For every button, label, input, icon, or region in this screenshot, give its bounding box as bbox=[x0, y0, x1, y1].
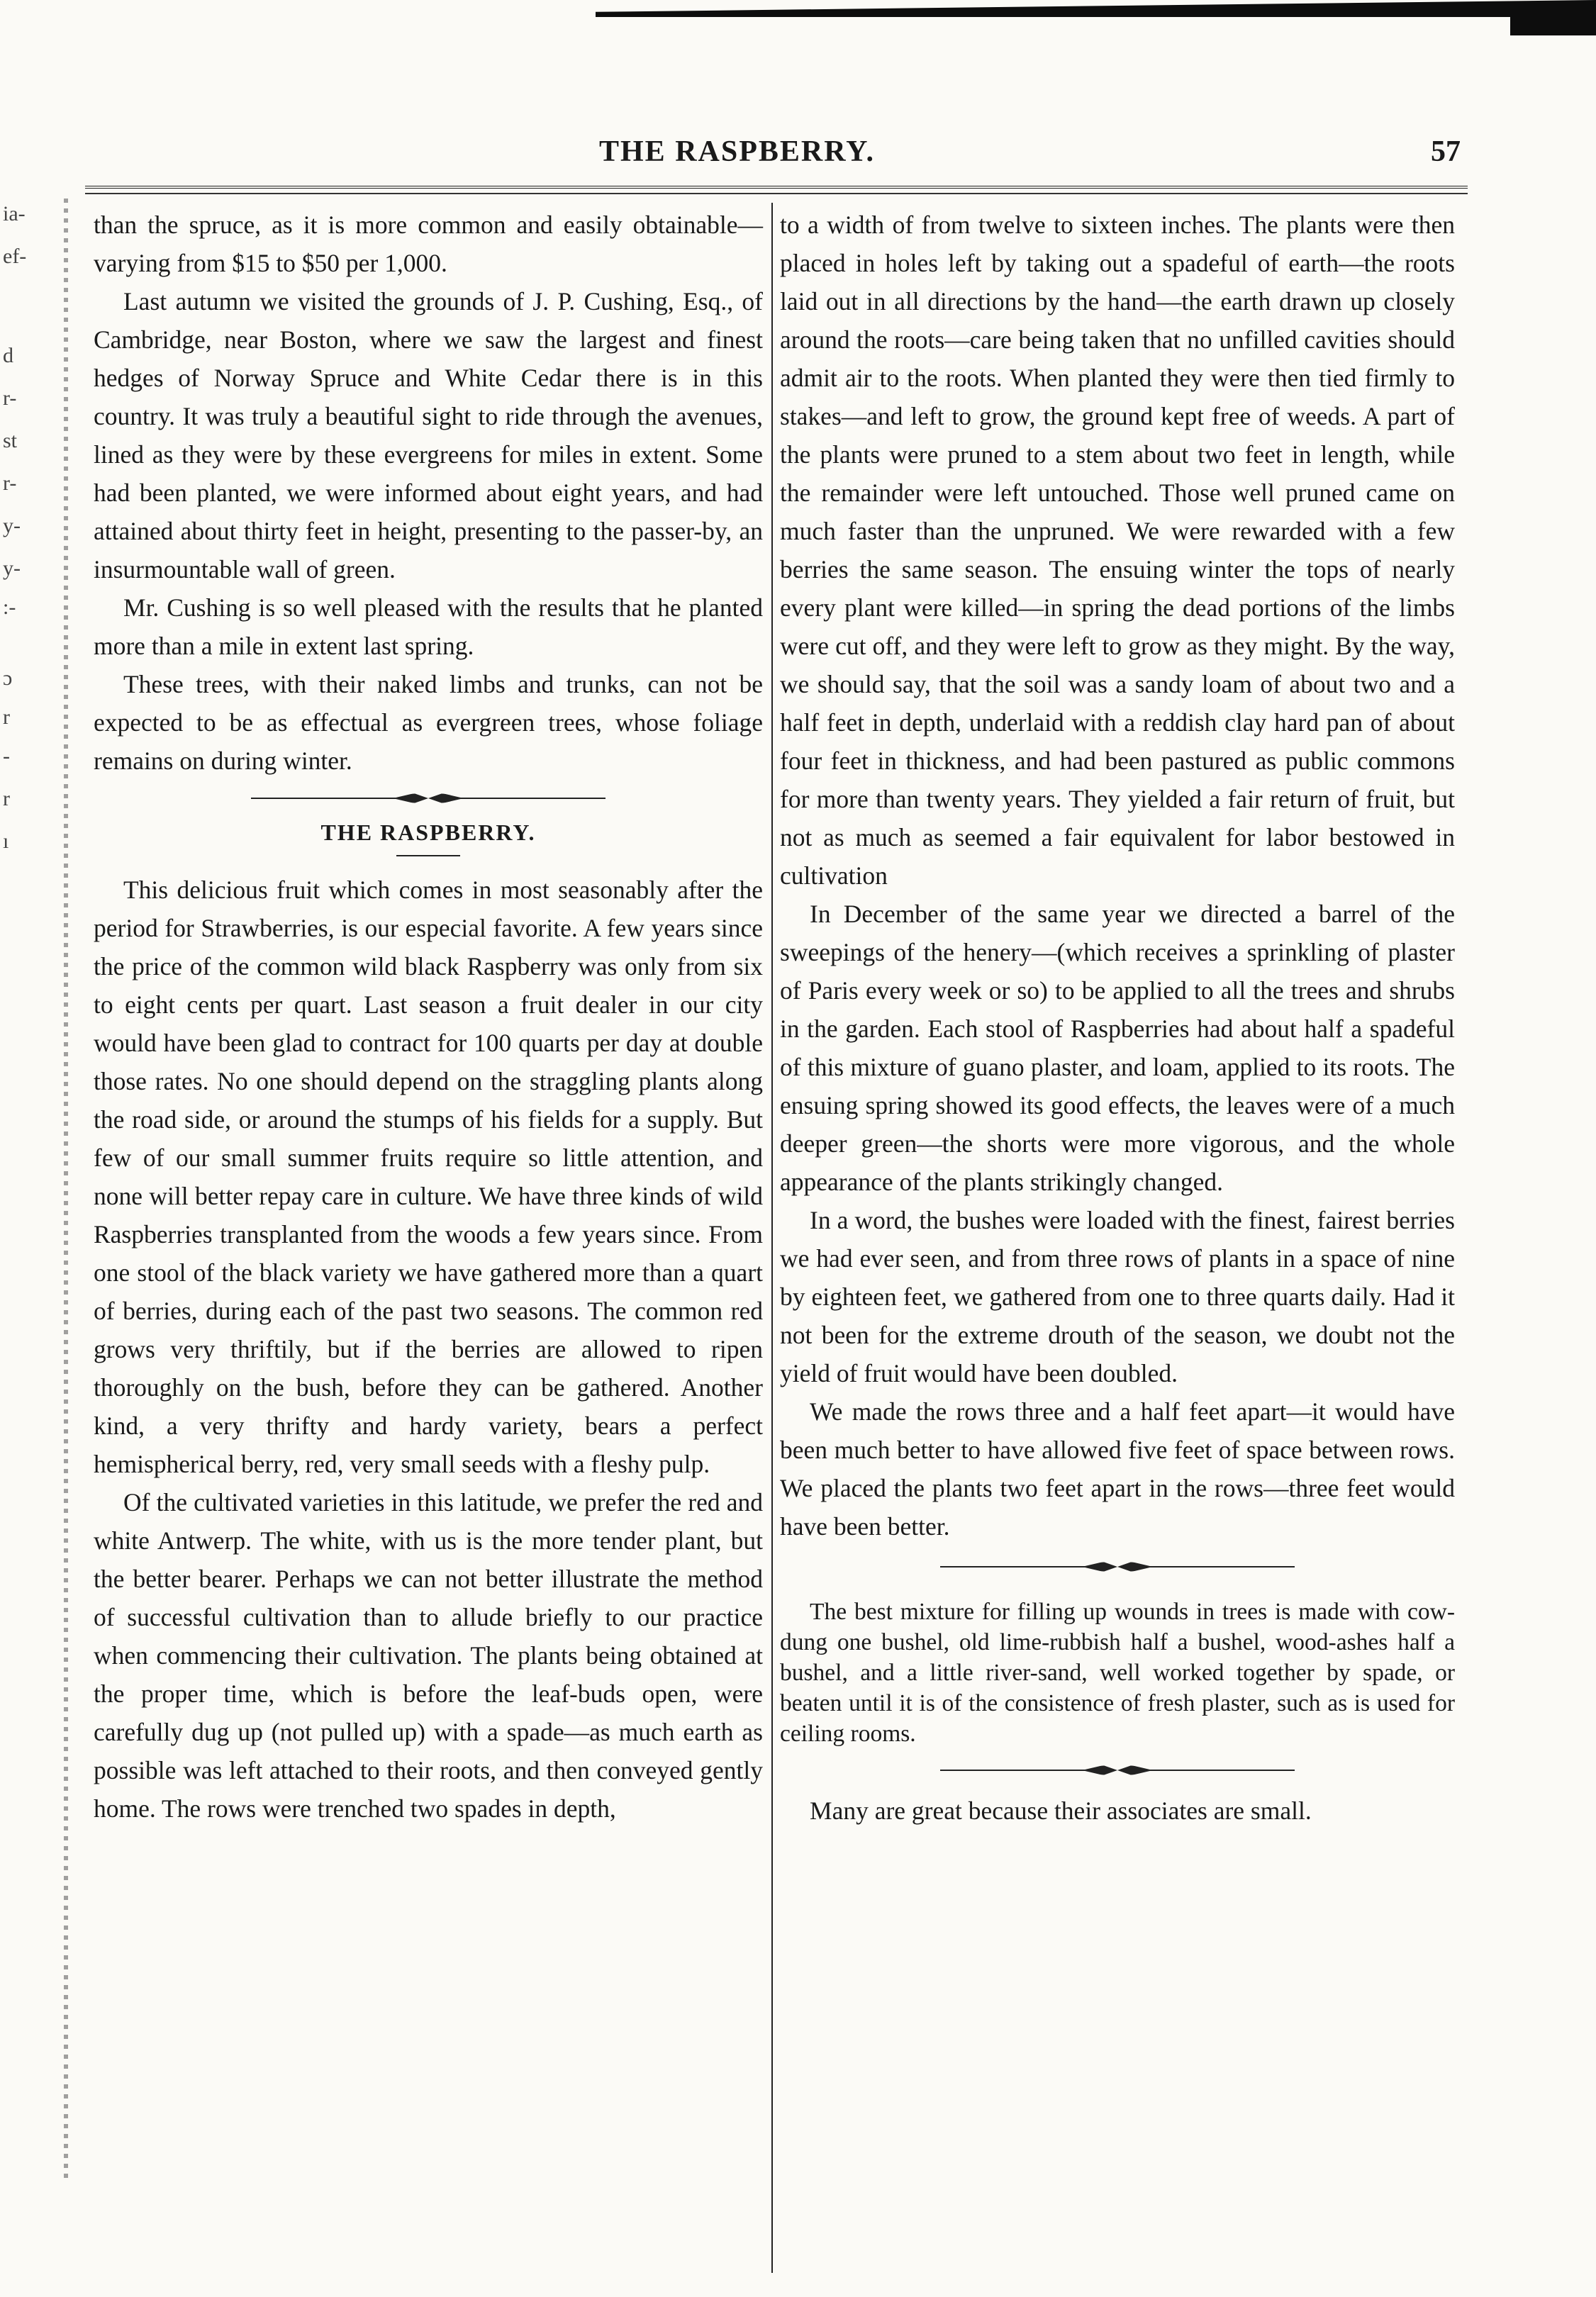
margin-fragment: y- bbox=[3, 514, 21, 537]
running-title: THE RASPBERRY. bbox=[599, 135, 876, 168]
paragraph: This delicious fruit which comes in most seasonably after the period for Strawberries, is our especial favorite. A few years since the price of the common wild black Raspberry was only from six to eight cents per quart. Last season a fruit dealer in our city would have been glad to contract for 100 quarts per day at double those rates. No one should depend on the straggling plants along the road side, or around the stumps of his fields for a supply. But few of our small summer fruits require so little attention, and none will better repay care in culture. We have three kinds of wild Raspberries transplanted from the woods a few years since. From one stool of the black variety we have gathered more than a quart of berries, during each of the past two seasons. The common red grows very thriftily, but if the berries are allowed to ripen thoroughly on the bush, before they can be gathered. Another kind, a very thrifty and hardy variety, bears a perfect hemispherical berry, red, very small seeds with a fleshy pulp. bbox=[94, 876, 763, 1478]
binding-edge bbox=[64, 199, 68, 2184]
title-rule bbox=[396, 855, 460, 856]
margin-fragment: d bbox=[3, 344, 13, 367]
margin-fragment: r- bbox=[3, 386, 17, 410]
margin-fragment: - bbox=[3, 744, 10, 768]
binding-margin bbox=[43, 199, 78, 2184]
margin-fragment: :- bbox=[3, 596, 16, 619]
scan-edge-bar-corner bbox=[1510, 14, 1596, 35]
margin-fragment: y- bbox=[3, 557, 21, 580]
section-title: THE RASPBERRY. bbox=[320, 820, 536, 845]
margin-fragment: st bbox=[3, 429, 18, 452]
margin-fragment: r- bbox=[3, 471, 17, 495]
paragraph-note: The best mixture for filling up wounds in trees is made with cow-dung one bushel, old lime-rubbish half a bushel, wood-ashes half a bushel, and a little river-sand, well worked together by spade, or beaten until it is of the consistence of fresh plaster, such as is used for ceiling rooms. bbox=[780, 1599, 1455, 1747]
header-rule bbox=[85, 186, 1468, 189]
right-column bbox=[780, 206, 1455, 1830]
margin-fragment: ef- bbox=[3, 245, 27, 268]
margin-fragment: r bbox=[3, 705, 10, 729]
paragraph: In December of the same year we directed a barrel of the sweepings of the henery—(which receives a sprinkling of plaster of Paris every week or so) to be applied to all the trees and shrubs in the garden. Each stool of Raspberries had about half a spadeful of this mixture of guano plaster, and loam, applied to its roots. The ensuing spring showed its good effects, the leaves were of a much deeper green—the shorts were more vigorous, and the whole appearance of the plants strikingly changed. bbox=[780, 900, 1455, 1196]
margin-fragment: r bbox=[3, 787, 10, 810]
paragraph: Last autumn we visited the grounds of J. P. Cushing, Esq., of Cambridge, near Boston, where we saw the largest and finest hedges of Norway Spruce and White Cedar there is in this country. It was truly a beautiful sight to ride through the avenues, lined as they were by these evergreens for miles in extent. Some had been planted, we were informed about eight years, and had attained about thirty feet in height, presenting to the passer-by, an insurmountable wall of green. bbox=[94, 287, 763, 583]
paragraph: Mr. Cushing is so well pleased with the results that he planted more than a mile in extent last spring. bbox=[94, 593, 763, 660]
paragraph: than the spruce, as it is more common and easily obtainable—varying from $15 to $50 per 1,000. bbox=[94, 211, 763, 277]
header-rule-thin bbox=[85, 193, 1468, 194]
paragraph: to a width of from twelve to sixteen inches. The plants were then placed in holes left by taking out a spadeful of earth—the roots laid out in all directions by the hand—the earth drawn up closely around the roots—care being taken that no unfilled cavities should admit air to the roots. When planted they were then tied firmly to stakes—and left to grow, the ground kept free of weeds. A part of the plants were pruned to a stem about two feet in length, while the remainder were left untouched. Those well pruned came on much faster than the unpruned. We were rewarded with a few berries the same season. The ensuing winter the tops of nearly every plant were killed—in spring the dead portions of the limbs were cut off, and they were left to grow as they might. By the way, we should say, that the soil was a sandy loam of about two and a half feet in depth, underlaid with a reddish clay hard pan of about four feet in thickness, and had been pastured as public commons for more than twenty years. They yielded a fair return of fruit, but not as much as seemed a fair equivalent for labor bestowed in cultivation bbox=[780, 211, 1455, 890]
section-ornament bbox=[251, 793, 606, 804]
paragraph: These trees, with their naked limbs and trunks, can not be expected to be as effectual as evergreen trees, whose foliage remains on during winter. bbox=[94, 670, 763, 775]
margin-fragment: ı bbox=[3, 829, 9, 853]
margin-fragment: ɔ bbox=[3, 666, 13, 690]
scan-edge-bar bbox=[596, 0, 1596, 17]
paragraph: Of the cultivated varieties in this latitude, we prefer the red and white Antwerp. The white, with us is the more tender plant, but the better bearer. Perhaps we can not better illustrate the method of successful cultivation than to allude briefly to our practice when commencing their cultivation. The plants being obtained at the proper time, which is before the leaf-buds open, were carefully dug up (not pulled up) with a spade—as much earth as possible was left attached to their roots, and then conveyed gently home. The rows were trenched two spades in depth, bbox=[94, 1488, 763, 1823]
section-ornament bbox=[940, 1765, 1295, 1776]
margin-fragment: ia- bbox=[3, 202, 26, 225]
paragraph-quote: Many are great because their associates are small. bbox=[810, 1796, 1312, 1825]
paragraph: In a word, the bushes were loaded with the finest, fairest berries we had ever seen, and from three rows of plants in a space of nine by eighteen feet, we gathered from one to three quarts daily. Had it not been for the extreme drouth of the season, we doubt not the yield of fruit would have been doubled. bbox=[780, 1206, 1455, 1387]
paragraph: We made the rows three and a half feet apart—it would have been much better to have allowed five feet of space between rows. We placed the plants two feet apart in the rows—three feet would have been better. bbox=[780, 1397, 1455, 1541]
column-divider bbox=[771, 203, 773, 2273]
page-number: 57 bbox=[1431, 135, 1461, 168]
section-ornament bbox=[940, 1561, 1295, 1572]
page-header bbox=[85, 135, 1468, 177]
left-column bbox=[94, 206, 763, 1828]
